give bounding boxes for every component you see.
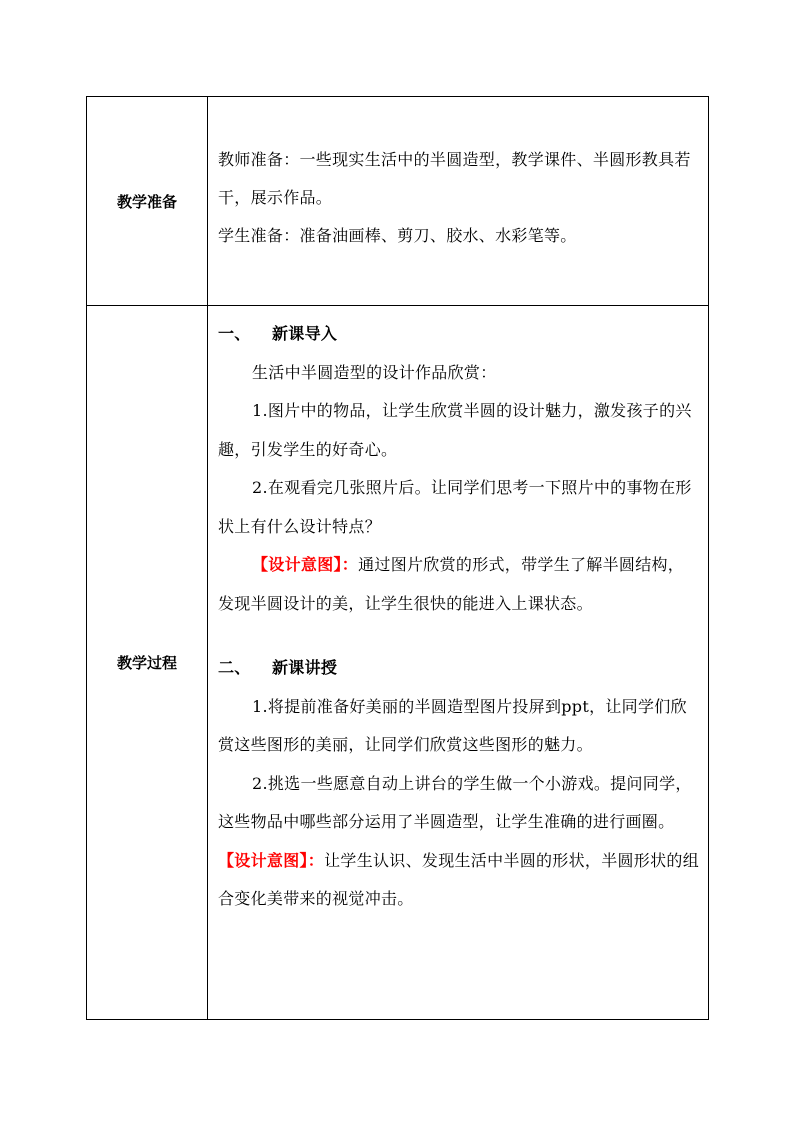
section2-number: 二、 bbox=[218, 658, 251, 677]
section1-number: 一、 bbox=[218, 324, 251, 343]
section1-item1: 1.图片中的物品，让学生欣赏半圆的设计魅力，激发孩子的兴趣，引发学生的好奇心。 bbox=[218, 401, 692, 459]
process-row bbox=[87, 306, 709, 1020]
lesson-plan-table bbox=[86, 96, 709, 1020]
process-content bbox=[208, 306, 708, 919]
section2-heading bbox=[218, 649, 700, 688]
section2-item1: 1.将提前准备好美丽的半圆造型图片投屏到ppt，让同学们欣赏这些图形的美丽，让同学们欣赏这些图形的魅力。 bbox=[218, 696, 687, 754]
teacher-preparation: 教师准备：一些现实生活中的半圆造型，教学课件、半圆形教具若干，展示作品。 bbox=[218, 150, 691, 207]
process-content-cell bbox=[208, 306, 709, 1020]
section2-intent-tag: 【设计意图】： bbox=[218, 850, 325, 870]
preparation-row bbox=[87, 97, 709, 306]
preparation-content bbox=[208, 97, 708, 255]
section2-intent bbox=[218, 842, 700, 919]
section2-item2: 2.挑选一些愿意自动上讲台的学生做一个小游戏。提问同学，这些物品中哪些部分运用了半圆造型，让学生准确的进行画圈。 bbox=[218, 773, 692, 831]
section1-intent-text: 通过图片欣赏的形式，带学生了解半圆结构，发现半圆设计的美，让学生很快的能进入上课状态。 bbox=[218, 555, 685, 613]
preparation-label: 教学准备 bbox=[87, 97, 208, 306]
process-label: 教学过程 bbox=[87, 306, 208, 1020]
section1-heading bbox=[218, 315, 700, 354]
section1-title: 新课导入 bbox=[272, 324, 338, 343]
section2-intent-text: 让学生认识、发现生活中半圆的形状，半圆形状的组合变化美带来的视觉冲击。 bbox=[218, 850, 700, 908]
section-gap bbox=[218, 623, 700, 649]
section1-item2: 2.在观看完几张照片后。让同学们思考一下照片中的事物在形状上有什么设计特点？ bbox=[218, 478, 692, 536]
student-preparation: 学生准备：准备油画棒、剪刀、胶水、水彩笔等。 bbox=[218, 226, 577, 245]
section1-intro: 生活中半圆造型的设计作品欣赏： bbox=[252, 362, 497, 382]
section2-title: 新课讲授 bbox=[272, 658, 338, 677]
section1-intent-tag: 【设计意图】： bbox=[252, 555, 359, 574]
section1-intent bbox=[218, 546, 700, 623]
preparation-content-cell bbox=[208, 97, 709, 306]
